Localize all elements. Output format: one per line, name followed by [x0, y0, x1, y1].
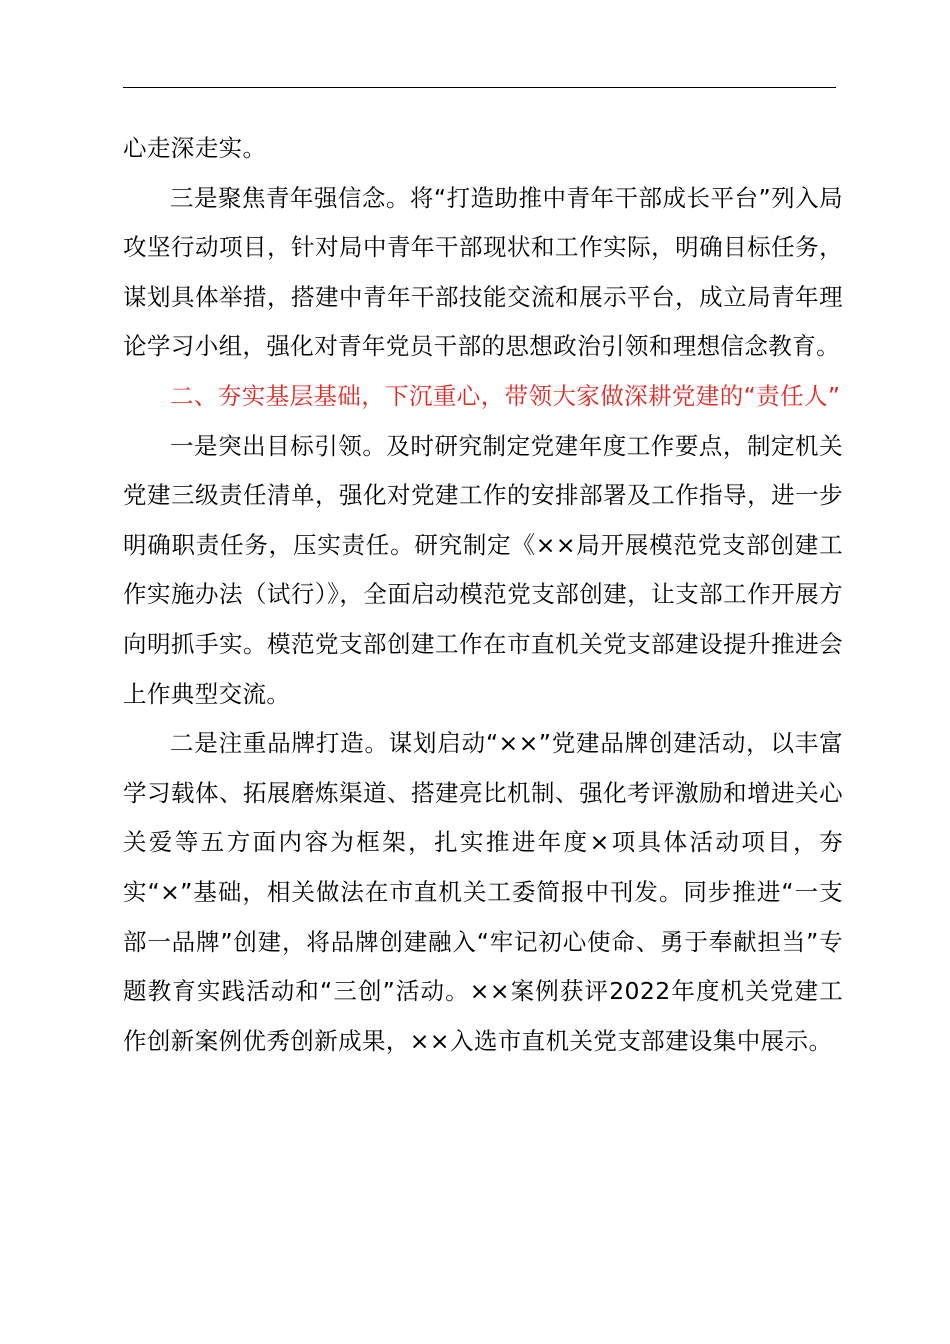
paragraph-youth-belief: 三是聚焦青年强信念。将“打造助推中青年干部成长平台”列入局攻坚行动项目，针对局中青年干部现状和工作实际，明确目标任务，谋划具体举措，搭建中青年干部技能交流和展示平台，成立局青年理论学习小组，强化对青年党员干部的思想政治引领和理想信念教育。: [123, 183, 843, 361]
paragraph-continuation: 心走深走实。: [123, 134, 267, 162]
paragraph-goal-guidance: 一是突出目标引领。及时研究制定党建年度工作要点，制定机关党建三级责任清单，强化对党建工作的安排部署及工作指导，进一步明确职责任务，压实责任。研究制定《××局开展模范党支部创建工作实施办法（试行）》，全面启动模范党支部创建，让支部工作开展方向明抓手实。模范党支部创建工作在市直机关党支部建设提升推进会上作典型交流。: [123, 431, 843, 708]
paragraph-brand-building: 二是注重品牌打造。谋划启动“××”党建品牌创建活动，以丰富学习载体、拓展磨炼渠道、搭建亮比机制、强化考评激励和增进关心关爱等五方面内容为框架，扎实推进年度×项具体活动项目，夯实“×”基础，相关做法在市直机关工委简报中刊发。同步推进“一支部一品牌”创建，将品牌创建融入“牢记初心使命、勇于奉献担当”专题教育实践活动和“三创”活动。××案例获评2022年度机关党建工作创新案例优秀创新成果，××入选市直机关党支部建设集中展示。: [123, 729, 843, 1055]
header-rule: [123, 87, 836, 88]
document-body: [123, 124, 843, 1066]
section-heading-2: 二、夯实基层基础，下沉重心，带领大家做深耕党建的“责任人”: [170, 381, 841, 410]
